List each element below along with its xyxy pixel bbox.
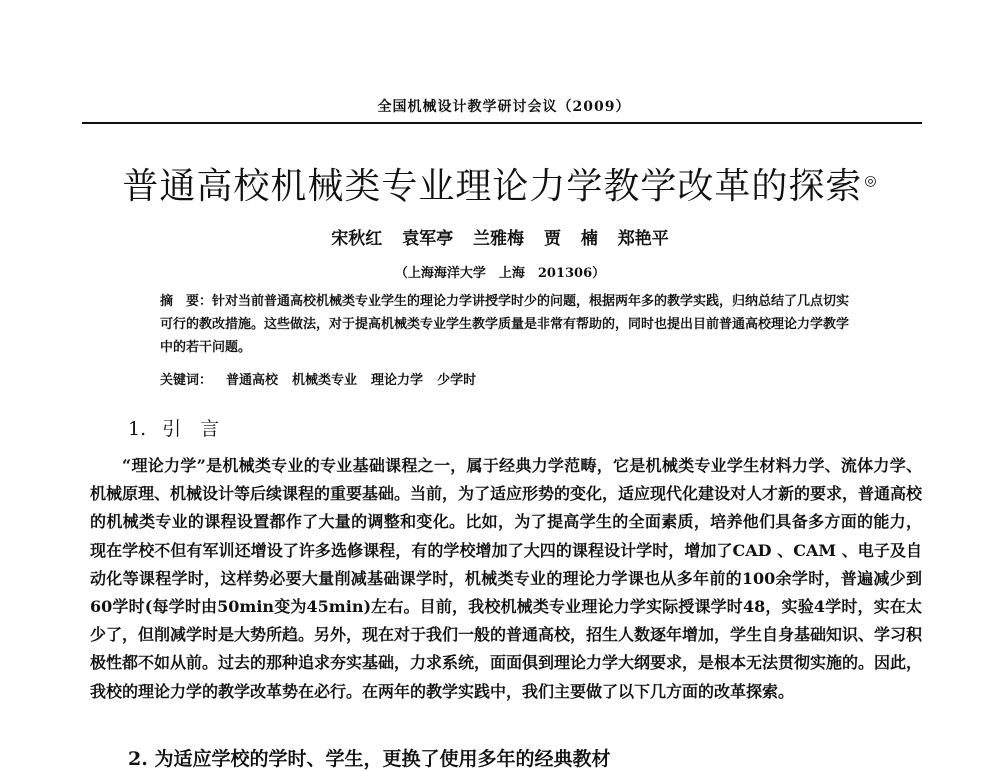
keyword-item: 理论力学 (371, 373, 424, 388)
keywords-label: 关键词： (160, 373, 213, 388)
keyword-item: 少学时 (437, 373, 477, 388)
running-header: 全国机械设计教学研讨会议（2009） (377, 99, 631, 115)
section-number: 1. (128, 418, 147, 440)
header-divider (82, 122, 922, 124)
abstract-text: 针对当前普通高校机械类专业学生的理论力学讲授学时少的问题，根据两年多的教学实践，归纳总结了几点切实可行的教改措施。这些做法，对于提高机械类专业学生教学质量是非常有帮助的，同时也提出目前普通高校理论力学教学中的若干问题。 (160, 294, 850, 355)
author-list: 宋秋红 袁军亭 兰雅梅 贾 楠 郑艳平 (331, 229, 669, 249)
paper-title-text: 普通高校机械类专业理论力学教学改革的探索 (122, 166, 863, 207)
section-heading-2: 2. 为适应学校的学时、学生，更换了使用多年的经典教材 (128, 748, 611, 770)
affiliation: （上海海洋大学 上海 201306） (394, 266, 606, 281)
title-footnote-mark: ◎ (864, 173, 878, 189)
section-title: 引 言 (162, 418, 220, 440)
abstract-label: 摘 要： (160, 294, 213, 309)
abstract (160, 290, 860, 359)
keywords (160, 369, 860, 388)
keyword-item: 普通高校 (226, 373, 279, 388)
intro-paragraph: “理论力学”是机械类专业的专业基础课程之一，属于经典力学范畴，它是机械类专业学生材料力学、流体力学、机械原理、机械设计等后续课程的重要基础。当前，为了适应形势的变化，适应现代化建设对人才新的要求，普通高校的机械类专业的课程设置都作了大量的调整和变化。比如，为了提高学生的全面素质，培养他们具备多方面的能力， 现在学校不但有军训还增设了许多选修课程，有的学校增加了大四的课程设计学时，增加了CAD 、CAM 、电子及自动化等课程学时，这样势必要大量削减基础课学时，机械类专业的理论力学课也从多年前的100余学时，普遍减少到60学时(每学时由50min变为45min)左右。目前，我校机械类专业理论力学实际授课学时48，实验4学时，实在太少了，但削减学时是大势所趋。另外，现在对于我们一般的普通高校，招生人数逐年增加，学生自身基础知识、学习积极性都不如从前。过去的那种追求夯实基础，力求系统，面面俱到理论力学大纲要求，是根本无法贯彻实施的。因此，我校的理论力学的教学改革势在必行。在两年的教学实践中，我们主要做了以下几方面的改革探索。 (90, 456, 923, 701)
paper-title (80, 158, 920, 209)
keyword-item: 机械类专业 (292, 373, 358, 388)
section-heading-1 (128, 414, 219, 441)
